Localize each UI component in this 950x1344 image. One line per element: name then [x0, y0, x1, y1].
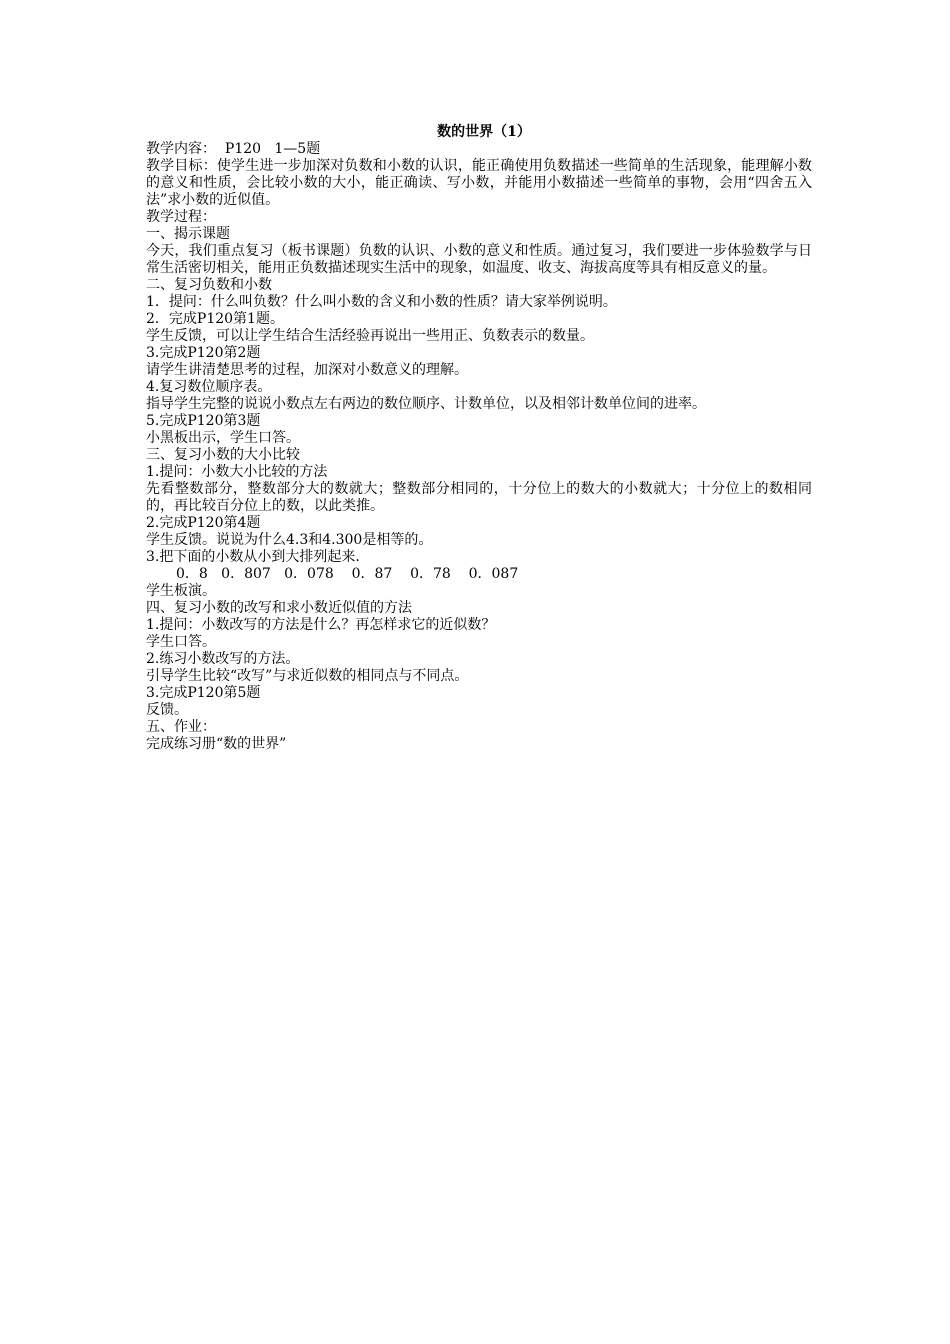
section-heading-4: 四、复习小数的改写和求小数近似值的方法 — [146, 600, 412, 616]
section-heading-3: 三、复习小数的大小比较 — [146, 447, 300, 463]
paragraph-line: 学生口答。 — [146, 634, 216, 650]
section-heading-5: 五、作业： — [146, 719, 216, 735]
section-heading-2: 二、复习负数和小数 — [146, 277, 272, 293]
document-title: 数的世界（1） — [437, 124, 531, 140]
paragraph-line: 完成练习册“数的世界” — [146, 736, 287, 752]
paragraph-comparison-method: 先看整数部分，整数部分大的数就大；整数部分相同的，十分位上的数大的小数就大；十分位上的数相同的，再比较百分位上的数，以此类推。 — [146, 481, 812, 514]
paragraph-line: 3.完成P120第5题 — [146, 685, 261, 701]
paragraph-line: 指导学生完整的说说小数点左右两边的数位顺序、计数单位，以及相邻计数单位间的进率。 — [146, 396, 706, 412]
paragraph-line: 请学生讲清楚思考的过程，加深对小数意义的理解。 — [146, 362, 468, 378]
paragraph-objectives: 教学目标：使学生进一步加深对负数和小数的认识，能正确使用负数描述一些简单的生活现象，能理解小数的意义和性质，会比较小数的大小，能正确读、写小数，并能用小数描述一些简单的事物，会用“四舍五入法”求小数的近似值。 — [146, 158, 812, 208]
paragraph-line: 学生反馈，可以让学生结合生活经验再说出一些用正、负数表示的数量。 — [146, 328, 594, 344]
paragraph-intro: 今天，我们重点复习（板书课题）负数的认识、小数的意义和性质。通过复习，我们要进一步体验数学与日常生活密切相关，能用正负数描述现实生活中的现象，如温度、收支、海拔高度等具有相反意义的量。 — [146, 243, 812, 276]
paragraph-line: 2.完成P120第4题 — [146, 515, 261, 531]
decimals-list: 0．8 0．807 0．078 0．87 0．78 0．087 — [176, 566, 519, 582]
paragraph-line: 2．完成P120第1题。 — [146, 311, 284, 327]
paragraph-line: 3.把下面的小数从小到大排列起来. — [146, 549, 360, 565]
paragraph-line: 4.复习数位顺序表。 — [146, 379, 272, 395]
paragraph-line: 3.完成P120第2题 — [146, 345, 261, 361]
paragraph-line: 学生反馈。说说为什么4.3和4.300是相等的。 — [146, 532, 433, 548]
document-page — [146, 123, 812, 753]
paragraph-line: 1．提问：什么叫负数？什么叫小数的含义和小数的性质？请大家举例说明。 — [146, 294, 617, 310]
paragraph-line: 1.提问：小数改写的方法是什么？再怎样求它的近似数？ — [146, 617, 496, 633]
paragraph-line: 5.完成P120第3题 — [146, 413, 261, 429]
paragraph-line: 小黑板出示，学生口答。 — [146, 430, 300, 446]
paragraph-content: 教学内容： P120 1—5题 — [146, 141, 321, 157]
paragraph-line: 学生板演。 — [146, 583, 216, 599]
section-heading-1: 一、揭示课题 — [146, 226, 230, 242]
heading-process: 教学过程： — [146, 209, 216, 225]
paragraph-line: 引导学生比较“改写”与求近似数的相同点与不同点。 — [146, 668, 469, 684]
paragraph-line: 1.提问：小数大小比较的方法 — [146, 464, 328, 480]
paragraph-line: 反馈。 — [146, 702, 188, 718]
paragraph-line: 2.练习小数改写的方法。 — [146, 651, 300, 667]
